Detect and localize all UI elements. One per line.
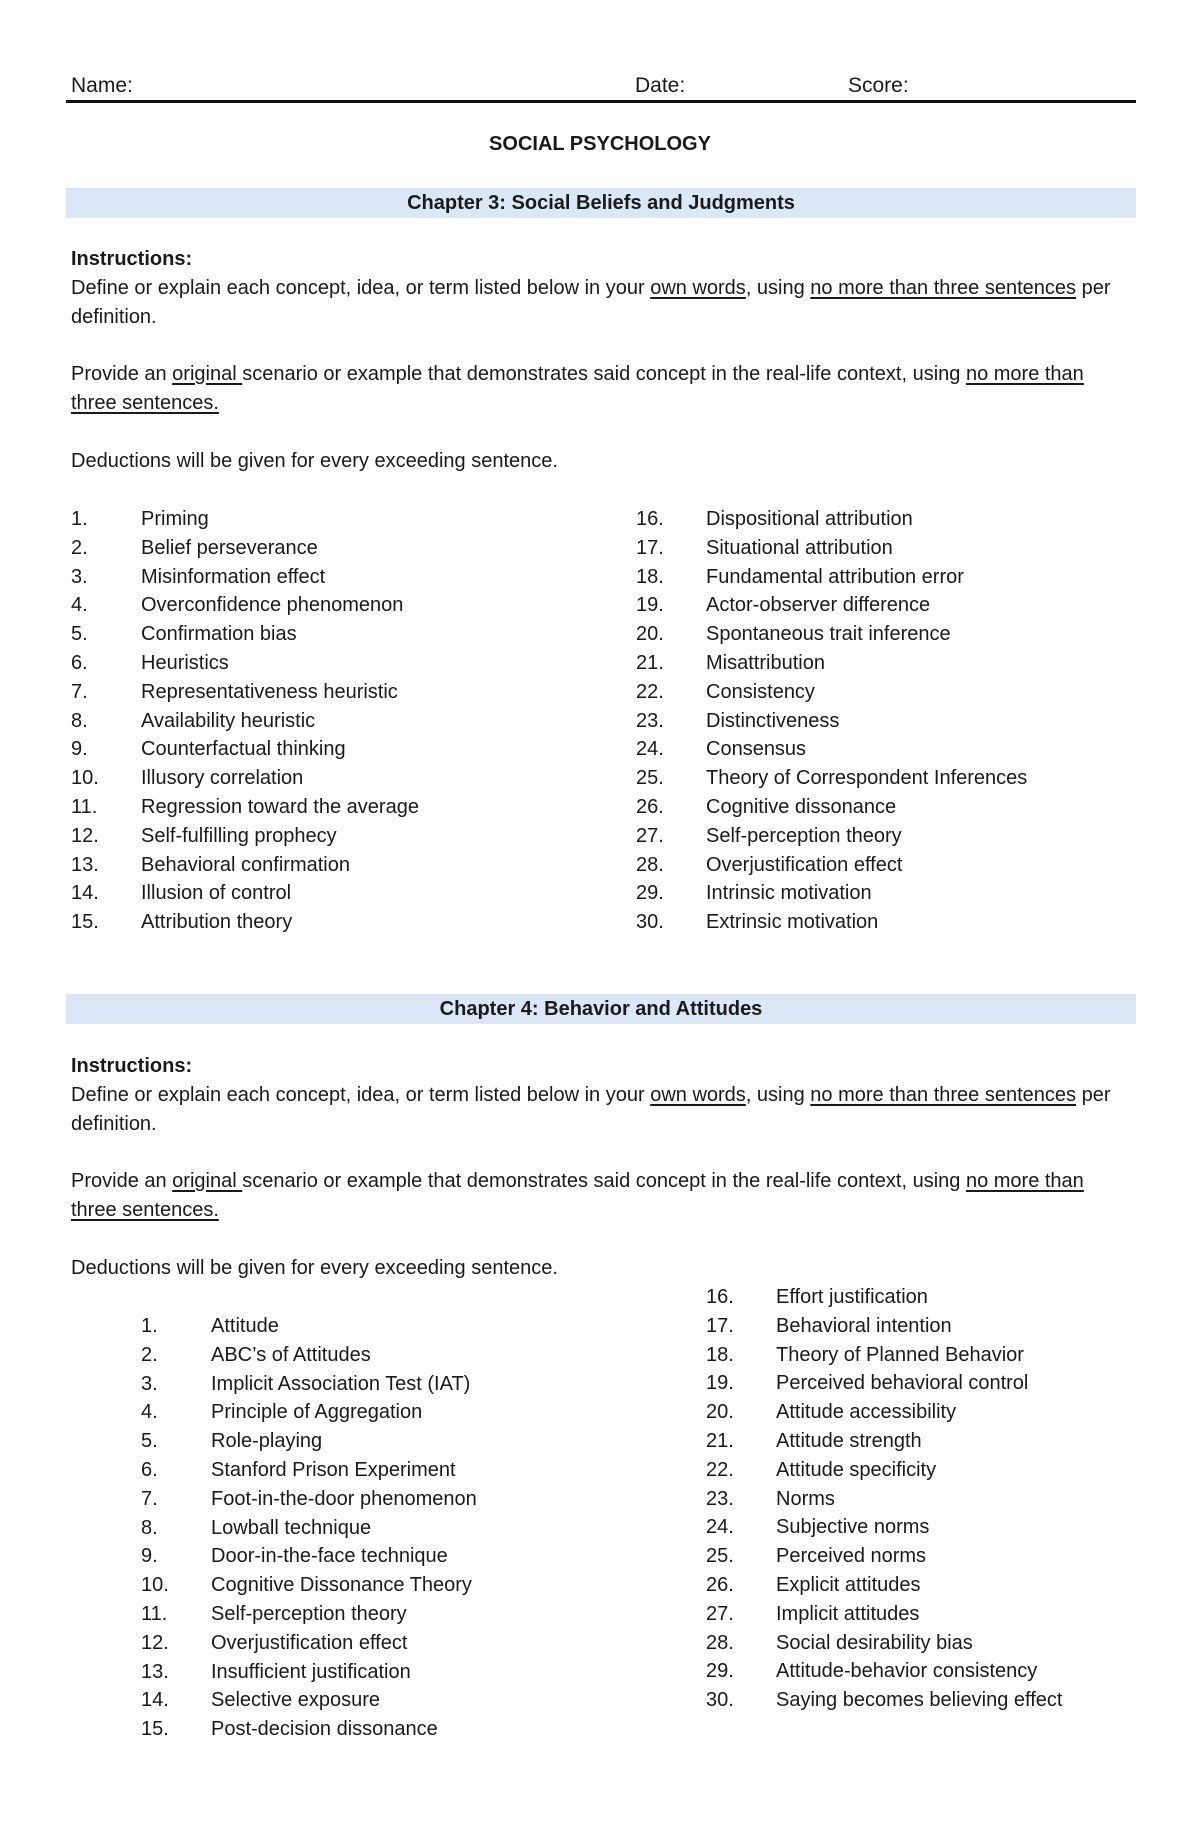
term-number: 28.	[636, 853, 664, 876]
term-number: 28.	[706, 1631, 734, 1654]
term-number: 22.	[636, 680, 664, 703]
instruction-emphasis: original	[172, 1170, 243, 1192]
term-label: Foot-in-the-door phenomenon	[211, 1487, 477, 1510]
term-list-item	[141, 1571, 477, 1600]
term-number: 8.	[141, 1516, 158, 1539]
term-label: Situational attribution	[706, 536, 893, 559]
term-number: 25.	[636, 767, 664, 790]
term-number: 16.	[706, 1286, 734, 1308]
term-list-item	[71, 793, 419, 822]
term-label: Confirmation bias	[141, 623, 297, 646]
term-number: 26.	[636, 795, 664, 818]
term-label: Consistency	[706, 680, 815, 703]
term-label: Heuristics	[141, 651, 229, 674]
term-label: Lowball technique	[211, 1516, 372, 1539]
term-number: 29.	[636, 882, 664, 905]
chapter-4-terms-left	[141, 1312, 477, 1744]
term-number: 27.	[706, 1602, 734, 1625]
chapter-3-terms-left	[71, 505, 419, 937]
term-label: Counterfactual thinking	[141, 738, 346, 761]
instruction-emphasis: no more than three sentences	[810, 276, 1077, 299]
term-number: 24.	[636, 738, 664, 761]
term-number: 4.	[71, 594, 88, 617]
term-number: 20.	[636, 623, 664, 646]
term-number: 3.	[71, 565, 88, 588]
chapter-4-scenario-instructions	[71, 1167, 1131, 1225]
term-list-item	[71, 764, 419, 793]
term-list-item	[141, 1485, 477, 1514]
term-number: 9.	[71, 738, 88, 761]
term-number: 2.	[141, 1343, 158, 1366]
term-number: 19.	[636, 594, 664, 617]
term-label: Illusion of control	[141, 882, 292, 905]
term-label: Spontaneous trait inference	[706, 623, 951, 646]
instruction-text: per definition.	[71, 1083, 1111, 1135]
term-list-item	[706, 1542, 1062, 1571]
term-number: 16.	[636, 508, 664, 530]
term-number: 20.	[706, 1401, 734, 1424]
term-number: 27.	[636, 824, 664, 847]
chapter-4-terms-right	[706, 1283, 1062, 1715]
chapter-3-heading: Chapter 3: Social Beliefs and Judgments	[66, 188, 1136, 218]
term-list-item	[141, 1658, 477, 1687]
term-list-item	[636, 908, 1027, 937]
term-list-item	[636, 649, 1027, 678]
term-list-item	[71, 620, 419, 649]
term-number: 21.	[706, 1429, 734, 1452]
term-number: 22.	[706, 1458, 734, 1481]
term-label: Self-fulfilling prophecy	[141, 824, 337, 847]
chapter-4-instructions	[71, 1052, 1131, 1138]
term-number: 4.	[141, 1401, 158, 1424]
term-list-item	[636, 678, 1027, 707]
term-number: 1.	[141, 1315, 158, 1337]
term-label: Social desirability bias	[776, 1631, 973, 1654]
term-label: Implicit attitudes	[776, 1602, 920, 1625]
term-number: 10.	[71, 767, 99, 790]
instruction-text: , using	[745, 276, 811, 299]
term-number: 11.	[141, 1602, 168, 1625]
term-number: 24.	[706, 1516, 734, 1539]
term-number: 6.	[141, 1458, 158, 1481]
term-number: 21.	[636, 651, 664, 674]
term-number: 29.	[706, 1660, 734, 1683]
term-number: 5.	[71, 623, 88, 646]
term-list-item	[141, 1629, 477, 1658]
instructions-label: Instructions:	[71, 248, 193, 270]
term-label: Representativeness heuristic	[141, 680, 398, 703]
term-number: 23.	[706, 1487, 734, 1510]
term-list-item	[636, 534, 1027, 563]
chapter-3-instructions	[71, 245, 1131, 331]
term-list-item	[71, 908, 419, 937]
term-label: Self-perception theory	[211, 1602, 407, 1625]
chapter-3-deductions-note: Deductions will be given for every exceeding sentence.	[71, 450, 558, 472]
chapter-4-deductions-note: Deductions will be given for every exceeding sentence.	[71, 1257, 558, 1279]
term-label: Regression toward the average	[141, 795, 419, 818]
instruction-emphasis: no more than three sentences.	[71, 1170, 1084, 1221]
term-list-item	[71, 678, 419, 707]
term-label: Theory of Planned Behavior	[776, 1343, 1024, 1366]
term-list-item	[636, 822, 1027, 851]
term-label: Insufficient justification	[211, 1660, 411, 1683]
term-number: 7.	[141, 1487, 158, 1510]
term-list-item	[141, 1686, 477, 1715]
term-list-item	[636, 764, 1027, 793]
term-list-item	[706, 1456, 1062, 1485]
term-number: 17.	[636, 536, 664, 559]
term-label: Overjustification effect	[211, 1631, 408, 1654]
term-number: 30.	[636, 911, 664, 934]
term-number: 13.	[141, 1660, 169, 1683]
term-number: 14.	[71, 882, 99, 905]
term-label: Principle of Aggregation	[211, 1401, 423, 1424]
term-list-item	[706, 1629, 1062, 1658]
term-label: Stanford Prison Experiment	[211, 1458, 456, 1481]
instruction-text: , using	[745, 1083, 811, 1106]
term-list-item	[141, 1427, 477, 1456]
term-label: Misinformation effect	[141, 565, 326, 588]
term-list-item	[141, 1715, 477, 1744]
term-number: 7.	[71, 680, 88, 703]
instruction-text: Define or explain each concept, idea, or term listed below in your	[71, 1083, 651, 1106]
term-label: Perceived behavioral control	[776, 1372, 1029, 1395]
term-number: 10.	[141, 1574, 169, 1597]
chapter-3-scenario-instructions	[71, 360, 1131, 418]
term-label: Dispositional attribution	[706, 508, 913, 530]
term-list-item	[706, 1341, 1062, 1370]
term-number: 17.	[706, 1314, 734, 1337]
term-label: Behavioral intention	[776, 1314, 952, 1337]
term-list-item	[71, 707, 419, 736]
term-list-item	[141, 1514, 477, 1543]
term-number: 9.	[141, 1545, 158, 1568]
instruction-emphasis: own words	[650, 276, 746, 299]
term-number: 18.	[636, 565, 664, 588]
term-label: Extrinsic motivation	[706, 911, 879, 934]
term-label: Theory of Correspondent Inferences	[706, 767, 1028, 790]
term-number: 5.	[141, 1430, 158, 1453]
term-number: 26.	[706, 1573, 734, 1596]
term-number: 14.	[141, 1689, 169, 1712]
term-number: 15.	[141, 1718, 169, 1741]
date-label: Date:	[635, 74, 686, 97]
term-list-item	[706, 1571, 1062, 1600]
term-label: Perceived norms	[776, 1545, 927, 1568]
name-label: Name:	[71, 74, 133, 97]
term-list-item	[636, 591, 1027, 620]
chapter-4-heading: Chapter 4: Behavior and Attitudes	[66, 994, 1136, 1024]
instruction-text: per definition.	[71, 276, 1111, 328]
term-label: Role-playing	[211, 1430, 323, 1453]
term-number: 19.	[706, 1372, 734, 1395]
term-list-item	[141, 1341, 477, 1370]
term-label: Fundamental attribution error	[706, 565, 964, 588]
term-list-item	[71, 879, 419, 908]
term-label: Consensus	[706, 738, 807, 761]
term-list-item	[706, 1427, 1062, 1456]
term-list-item	[636, 620, 1027, 649]
instruction-text: scenario or example that demonstrates said concept in the real-life context, using	[242, 1170, 966, 1192]
term-label: Attitude	[211, 1315, 279, 1337]
instruction-text: Provide an	[71, 1170, 173, 1192]
instruction-emphasis: original	[172, 363, 243, 385]
term-list-item	[141, 1398, 477, 1427]
instruction-text: Define or explain each concept, idea, or term listed below in your	[71, 276, 651, 299]
term-list-item	[706, 1369, 1062, 1398]
term-list-item	[636, 851, 1027, 880]
term-list-item	[141, 1370, 477, 1399]
term-list-item	[141, 1600, 477, 1629]
term-list-item	[636, 563, 1027, 592]
term-label: Effort justification	[776, 1286, 928, 1308]
term-number: 30.	[706, 1689, 734, 1712]
term-list-item	[71, 822, 419, 851]
term-label: Subjective norms	[776, 1516, 930, 1539]
term-number: 12.	[141, 1631, 169, 1654]
term-list-item	[141, 1542, 477, 1571]
term-list-item	[141, 1312, 477, 1341]
instruction-emphasis: no more than three sentences.	[71, 363, 1084, 414]
term-number: 2.	[71, 536, 88, 559]
score-label: Score:	[848, 74, 909, 97]
term-list-item	[706, 1485, 1062, 1514]
term-label: Cognitive dissonance	[706, 795, 897, 818]
term-number: 11.	[71, 795, 98, 818]
term-number: 6.	[71, 651, 88, 674]
term-label: Selective exposure	[211, 1689, 380, 1712]
term-number: 23.	[636, 709, 664, 732]
term-number: 1.	[71, 508, 88, 530]
instruction-text: scenario or example that demonstrates said concept in the real-life context, using	[242, 363, 966, 385]
term-label: Attitude accessibility	[776, 1401, 957, 1424]
term-label: Belief perseverance	[141, 536, 318, 559]
term-list-item	[706, 1686, 1062, 1715]
term-label: Priming	[141, 508, 209, 530]
term-list-item	[141, 1456, 477, 1485]
term-list-item	[71, 735, 419, 764]
term-label: Attitude specificity	[776, 1458, 937, 1481]
header-rule	[66, 100, 1136, 103]
term-number: 3.	[141, 1372, 158, 1395]
term-list-item	[636, 505, 1027, 534]
term-number: 25.	[706, 1545, 734, 1568]
term-list-item	[706, 1283, 1062, 1312]
term-list-item	[706, 1312, 1062, 1341]
term-label: Explicit attitudes	[776, 1573, 921, 1596]
document-title: SOCIAL PSYCHOLOGY	[489, 133, 711, 155]
term-label: Actor-observer difference	[706, 594, 931, 617]
instruction-text: Provide an	[71, 363, 173, 385]
term-label: Attribution theory	[141, 911, 293, 934]
term-label: Illusory correlation	[141, 767, 304, 790]
term-number: 15.	[71, 911, 99, 934]
term-label: Self-perception theory	[706, 824, 902, 847]
term-label: Distinctiveness	[706, 709, 840, 732]
term-list-item	[71, 534, 419, 563]
term-list-item	[71, 563, 419, 592]
term-list-item	[71, 505, 419, 534]
term-number: 18.	[706, 1343, 734, 1366]
instructions-label: Instructions:	[71, 1055, 193, 1077]
term-list-item	[636, 735, 1027, 764]
term-label: Attitude-behavior consistency	[776, 1660, 1038, 1683]
term-list-item	[706, 1513, 1062, 1542]
term-list-item	[706, 1398, 1062, 1427]
term-list-item	[71, 649, 419, 678]
term-number: 8.	[71, 709, 88, 732]
chapter-3-terms-right	[636, 505, 1027, 937]
term-label: Behavioral confirmation	[141, 853, 350, 876]
term-list-item	[636, 879, 1027, 908]
term-label: Attitude strength	[776, 1429, 922, 1452]
term-label: Misattribution	[706, 651, 825, 674]
term-list-item	[636, 707, 1027, 736]
instruction-emphasis: no more than three sentences	[810, 1083, 1077, 1106]
instruction-emphasis: own words	[650, 1083, 746, 1106]
term-label: Availability heuristic	[141, 709, 316, 732]
term-list-item	[636, 793, 1027, 822]
term-list-item	[706, 1657, 1062, 1686]
term-number: 12.	[71, 824, 99, 847]
term-label: Overjustification effect	[706, 853, 903, 876]
term-label: Door-in-the-face technique	[211, 1545, 448, 1568]
term-label: Cognitive Dissonance Theory	[211, 1574, 472, 1597]
term-label: Saying becomes believing effect	[776, 1689, 1063, 1712]
term-label: Norms	[776, 1487, 835, 1510]
term-label: Implicit Association Test (IAT)	[211, 1372, 471, 1395]
term-number: 13.	[71, 853, 99, 876]
term-label: Overconfidence phenomenon	[141, 594, 404, 617]
term-list-item	[706, 1600, 1062, 1629]
term-list-item	[71, 591, 419, 620]
term-label: Post-decision dissonance	[211, 1718, 438, 1741]
term-list-item	[71, 851, 419, 880]
term-label: Intrinsic motivation	[706, 882, 872, 905]
term-label: ABC’s of Attitudes	[211, 1343, 371, 1366]
